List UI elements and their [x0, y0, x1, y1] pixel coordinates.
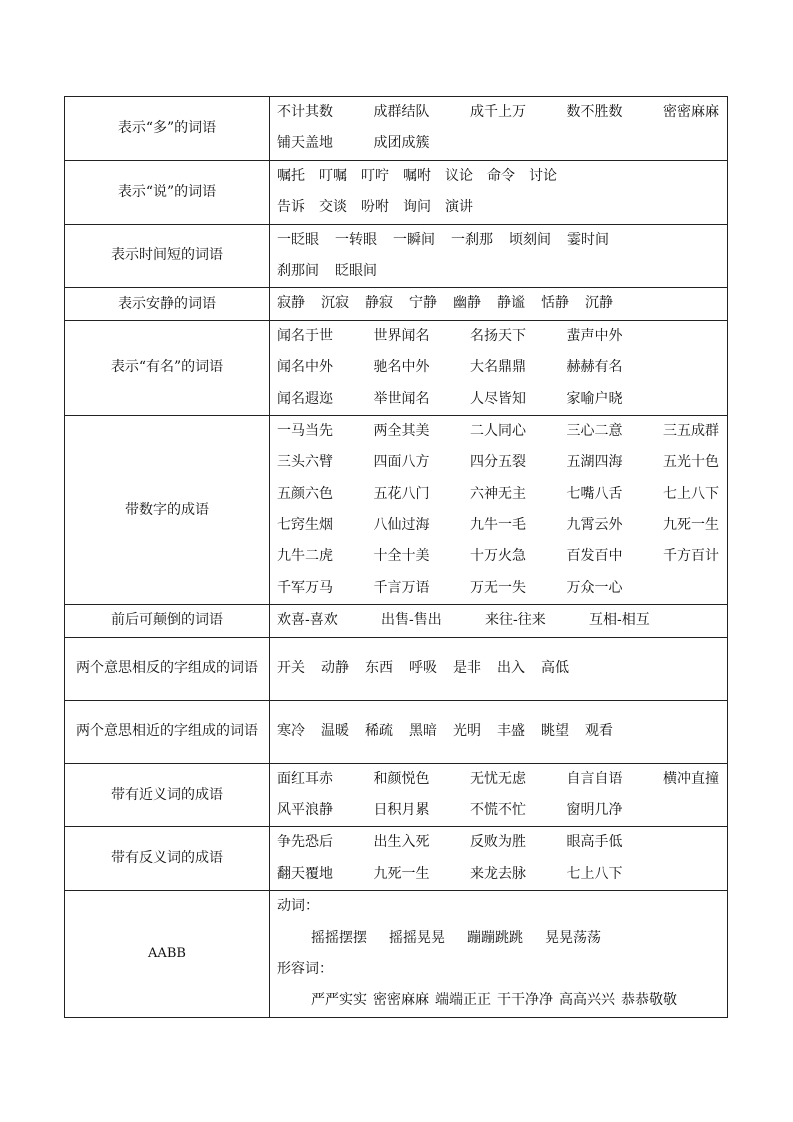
- word-line: [277, 128, 727, 159]
- table-row: [65, 160, 728, 224]
- word: 十全十美: [373, 548, 430, 565]
- row-label: 表示时间短的词语: [65, 224, 270, 288]
- word: 寒冷: [277, 722, 305, 739]
- word-line: [277, 923, 727, 954]
- word-line: [277, 541, 727, 572]
- word: 和颜悦色: [373, 770, 430, 787]
- word: 幽静: [453, 295, 481, 312]
- word: 霎时间: [567, 231, 609, 248]
- word: 争先恐后: [277, 834, 333, 851]
- word-line: [277, 653, 727, 684]
- word: 蜚声中外: [566, 327, 623, 344]
- row-words: [270, 224, 728, 288]
- row-label: 两个意思相近的字组成的词语: [65, 700, 270, 763]
- word: 密密麻麻: [663, 104, 719, 120]
- word: 宁静: [409, 295, 437, 312]
- word: 万众一心: [566, 579, 623, 596]
- row-label: AABB: [65, 891, 270, 1018]
- table-row: [65, 827, 728, 891]
- word-class-heading: 形容词：: [277, 960, 333, 977]
- word: 三头六臂: [277, 454, 333, 471]
- word: 互相-相互: [589, 612, 650, 629]
- word: 七嘴八舌: [566, 485, 623, 502]
- word: 赫赫有名: [566, 359, 623, 376]
- word: 人尽皆知: [470, 390, 526, 407]
- word: 眺望: [541, 722, 569, 739]
- word-line: [277, 764, 727, 795]
- word: 成千上万: [470, 104, 526, 120]
- row-words: [270, 637, 728, 700]
- word: 四面八方: [373, 454, 430, 471]
- row-label: 表示“有名”的词语: [65, 320, 270, 415]
- word: 演讲: [445, 199, 473, 216]
- word: 顷刻间: [509, 231, 551, 248]
- table-row: [65, 891, 728, 1018]
- table-row: [65, 288, 728, 320]
- word: 询问: [403, 199, 431, 216]
- word: 翻天覆地: [277, 865, 333, 882]
- word: 刹那间: [277, 262, 319, 279]
- word: 窗明几净: [566, 802, 623, 819]
- word: 温暖: [321, 722, 349, 739]
- row-label: 带有近义词的成语: [65, 763, 270, 827]
- word: 出生入死: [373, 834, 430, 851]
- word: 出入: [497, 659, 525, 676]
- word: 恬静: [541, 295, 569, 312]
- word-line: [277, 161, 727, 192]
- word-line: [277, 352, 727, 383]
- word: 稀疏: [365, 722, 393, 739]
- word: 开关: [277, 659, 305, 676]
- word: 六神无主: [470, 485, 526, 502]
- row-words: [270, 700, 728, 763]
- word: 横冲直撞: [663, 770, 719, 787]
- word: 铺天盖地: [277, 135, 333, 152]
- word: 风平浪静: [277, 802, 333, 819]
- row-words: [270, 605, 728, 637]
- word: 眼高手低: [566, 834, 623, 851]
- word: 呼吸: [409, 659, 437, 676]
- word: 三心二意: [566, 422, 623, 439]
- word: 九死一生: [373, 865, 430, 882]
- table-row: [65, 224, 728, 288]
- word: 丰盛: [497, 722, 525, 739]
- table-row: [65, 415, 728, 604]
- word: 无忧无虑: [470, 770, 526, 787]
- word: 眨眼间: [335, 262, 377, 279]
- word: 世界闻名: [373, 327, 430, 344]
- row-label: 带数字的成语: [65, 415, 270, 604]
- word: 驰名中外: [373, 359, 430, 376]
- word-line: [277, 256, 727, 287]
- word: 出售-售出: [381, 612, 442, 629]
- word: 五光十色: [663, 454, 719, 471]
- word: 嘱咐: [403, 167, 431, 184]
- word: 一马当先: [277, 422, 333, 439]
- word-line: [277, 891, 727, 922]
- word: 四分五裂: [470, 454, 526, 471]
- word: 静寂: [365, 295, 393, 312]
- word: 黑暗: [409, 722, 437, 739]
- word: 交谈: [319, 199, 347, 216]
- row-words: [270, 415, 728, 604]
- word: 五颜六色: [277, 485, 333, 502]
- word: 家喻户晓: [566, 390, 623, 407]
- table-row: [65, 97, 728, 161]
- word: 恭恭敬敬: [621, 992, 677, 1009]
- word: 十万火急: [470, 548, 526, 565]
- word: 沉静: [585, 295, 613, 312]
- word: 不慌不忙: [470, 802, 526, 819]
- word: 告诉: [277, 199, 305, 216]
- word-line: [277, 510, 727, 541]
- word: 议论: [445, 167, 473, 184]
- word: 高低: [541, 659, 569, 676]
- word: 七上八下: [663, 485, 719, 502]
- word: 七窍生烟: [277, 517, 333, 534]
- word: 寂静: [277, 295, 305, 312]
- word: 九霄云外: [566, 517, 623, 534]
- row-label: 表示“多”的词语: [65, 97, 270, 161]
- word-class-heading: 动词：: [277, 898, 319, 915]
- word: 摇摇晃晃: [389, 929, 445, 946]
- word: 两全其美: [373, 422, 430, 439]
- row-label: 前后可颠倒的词语: [65, 605, 270, 637]
- word: 自言自语: [566, 770, 623, 787]
- word-line: [277, 479, 727, 510]
- word: 成团成簇: [373, 135, 430, 152]
- word: 是非: [453, 659, 481, 676]
- row-words: [270, 827, 728, 891]
- table-row: [65, 605, 728, 637]
- word-line: [277, 447, 727, 478]
- word-line: [277, 985, 727, 1016]
- word: 成群结队: [373, 104, 430, 120]
- word: 九死一生: [663, 517, 719, 534]
- word-line: [277, 97, 727, 128]
- word: 闻名于世: [277, 327, 333, 344]
- word-line: [277, 288, 727, 319]
- row-words: [270, 288, 728, 320]
- word-line: [277, 605, 727, 636]
- word: 八仙过海: [373, 517, 430, 534]
- word: 七上八下: [566, 865, 623, 882]
- word: 来往-往来: [485, 612, 546, 629]
- row-words: [270, 763, 728, 827]
- word-line: [277, 954, 727, 985]
- word-category-table: [64, 96, 728, 1018]
- word: 百发百中: [566, 548, 623, 565]
- word: 吩咐: [361, 199, 389, 216]
- word: 沉寂: [321, 295, 349, 312]
- row-label: 两个意思相反的字组成的词语: [65, 637, 270, 700]
- word: 欢喜-喜欢: [277, 612, 338, 629]
- row-label: 表示“说”的词语: [65, 160, 270, 224]
- word: 数不胜数: [566, 104, 623, 120]
- word: 万无一失: [470, 579, 526, 596]
- table-row: [65, 700, 728, 763]
- word: 叮咛: [361, 167, 389, 184]
- word: 东西: [365, 659, 393, 676]
- word: 蹦蹦跳跳: [467, 929, 523, 946]
- word-line: [277, 827, 727, 858]
- word-line: [277, 795, 727, 826]
- row-words: [270, 160, 728, 224]
- word: 一转眼: [335, 231, 377, 248]
- word-line: [277, 716, 727, 747]
- row-words: [270, 320, 728, 415]
- table-row: [65, 763, 728, 827]
- word: 严严实实: [311, 992, 367, 1009]
- word: 一刹那: [451, 231, 493, 248]
- row-label: 带有反义词的成语: [65, 827, 270, 891]
- table-row: [65, 637, 728, 700]
- word: 大名鼎鼎: [470, 359, 526, 376]
- word: 九牛一毛: [470, 517, 526, 534]
- word: 面红耳赤: [277, 770, 333, 787]
- row-words: [270, 97, 728, 161]
- word: 观看: [585, 722, 613, 739]
- word: 晃晃荡荡: [545, 929, 601, 946]
- word: 不计其数: [277, 104, 333, 120]
- word: 命令: [487, 167, 515, 184]
- word-line: [277, 225, 727, 256]
- table-row: [65, 320, 728, 415]
- word: 干干净净: [497, 992, 553, 1009]
- word: 名扬天下: [470, 327, 526, 344]
- word: 讨论: [529, 167, 557, 184]
- word: 摇摇摆摆: [311, 929, 367, 946]
- word: 闻名遐迩: [277, 390, 333, 407]
- word: 密密麻麻: [373, 992, 429, 1009]
- word-line: [277, 859, 727, 890]
- word: 日积月累: [373, 802, 430, 819]
- word: 光明: [453, 722, 481, 739]
- word: 端端正正: [435, 992, 491, 1009]
- word: 千军万马: [277, 579, 333, 596]
- word-line: [277, 416, 727, 447]
- word: 动静: [321, 659, 349, 676]
- word: 静谧: [497, 295, 525, 312]
- word: 闻名中外: [277, 359, 333, 376]
- word: 一瞬间: [393, 231, 435, 248]
- word: 举世闻名: [373, 390, 430, 407]
- row-label: 表示安静的词语: [65, 288, 270, 320]
- word-line: [277, 573, 727, 604]
- word: 二人同心: [470, 422, 526, 439]
- word: 三五成群: [663, 422, 719, 439]
- word: 千方百计: [663, 548, 719, 565]
- word-line: [277, 384, 727, 415]
- row-words: [270, 891, 728, 1018]
- word: 高高兴兴: [559, 992, 615, 1009]
- word-line: [277, 192, 727, 223]
- word-line: [277, 321, 727, 352]
- word: 来龙去脉: [470, 865, 526, 882]
- word: 反败为胜: [470, 834, 526, 851]
- word: 千言万语: [373, 579, 430, 596]
- word: 一眨眼: [277, 231, 319, 248]
- word: 嘱托: [277, 167, 305, 184]
- word: 五花八门: [373, 485, 430, 502]
- word: 五湖四海: [566, 454, 623, 471]
- word: 叮嘱: [319, 167, 347, 184]
- word: 九牛二虎: [277, 548, 333, 565]
